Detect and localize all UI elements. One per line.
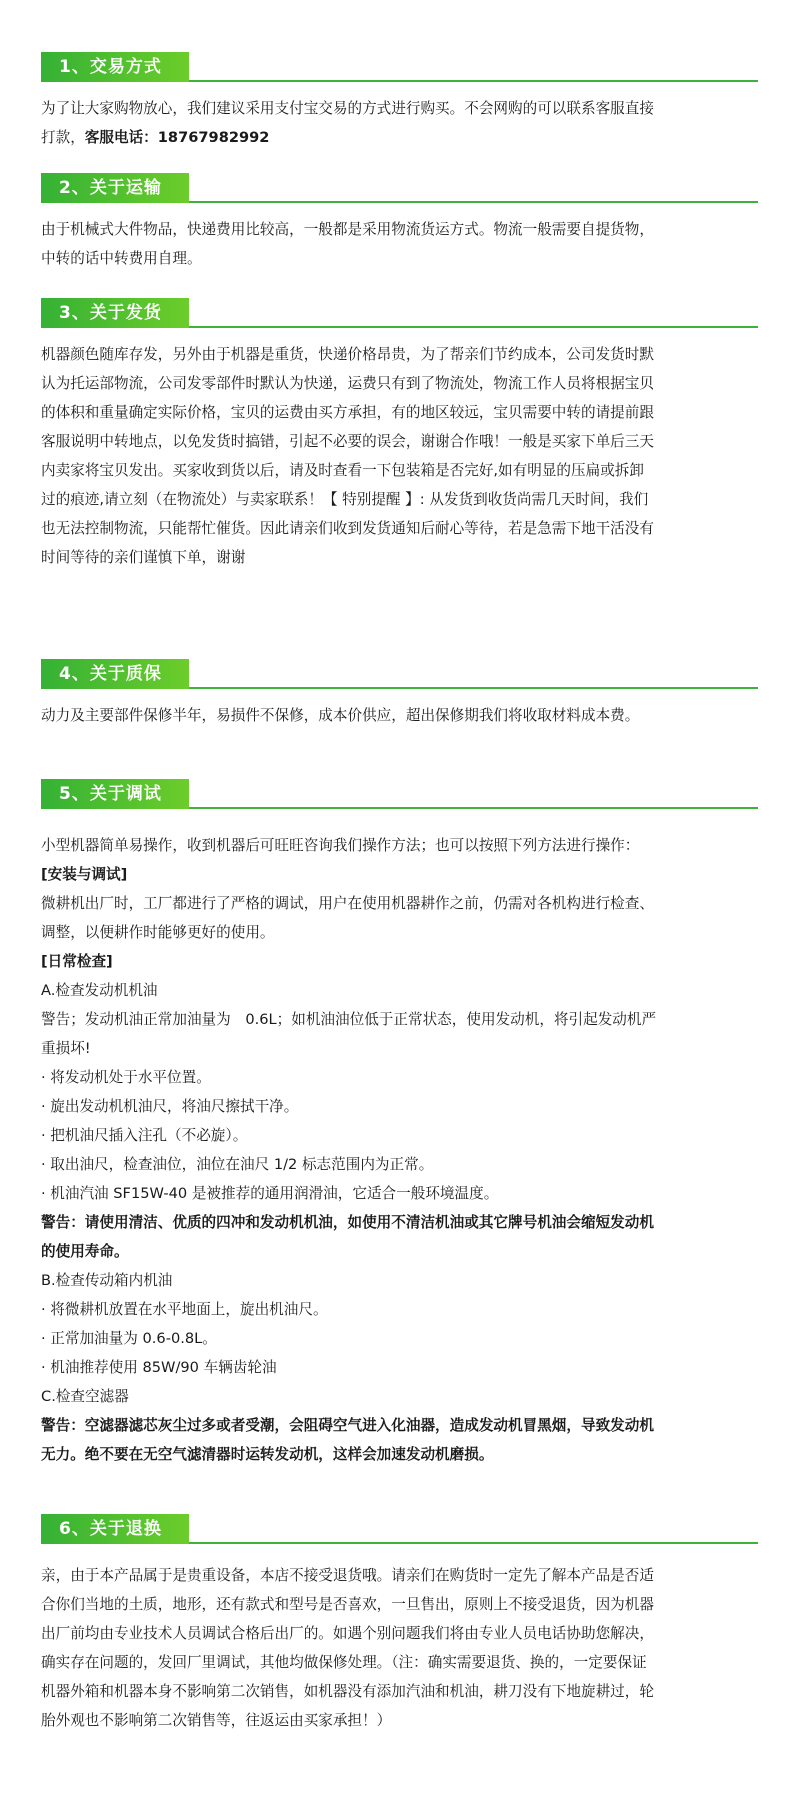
item-title: B.检查传动箱内机油	[41, 1272, 173, 1289]
paragraph-line: 也无法控制物流，只能帮忙催货。因此请亲们收到发货通知后耐心等待，若是急需下地干活没有	[41, 520, 654, 537]
section-divider	[189, 807, 758, 809]
section-divider	[189, 201, 758, 203]
section-debugging	[0, 779, 800, 1463]
paragraph-line: 胎外观也不影响第二次销售等，往返运由买家承担！）	[41, 1712, 392, 1729]
list-item: · 机油推荐使用 85W/90 车辆齿轮油	[41, 1359, 277, 1376]
paragraph-line: 认为托运部物流，公司发零部件时默认为快递，运费只有到了物流处，物流工作人员将根据宝贝	[41, 375, 654, 392]
section-trade	[0, 52, 800, 146]
section-shipping	[0, 298, 800, 566]
warning-line: 的使用寿命。	[41, 1243, 129, 1260]
paragraph-line: 小型机器简单易操作，收到机器后可旺旺咨询我们操作方法；也可以按照下列方法进行操作：	[41, 837, 640, 854]
list-item: · 将发动机处于水平位置。	[41, 1069, 211, 1086]
paragraph-line: 出厂前均由专业技术人员调试合格后出厂的。如遇个别问题我们将由专业人员电话协助您解决，	[41, 1625, 654, 1642]
list-item: · 把机油尺插入注孔（不必旋）。	[41, 1127, 248, 1144]
section-header	[0, 52, 800, 82]
paragraph-line: 中转的话中转费用自理。	[41, 250, 202, 267]
paragraph-line	[41, 123, 761, 152]
paragraph-line: 警告；发动机油正常加油量为 0.6L；如机油油位低于正常状态，使用发动机，将引起发动机严	[41, 1011, 657, 1028]
warning-line: 无力。绝不要在无空气滤清器时运转发动机，这样会加速发动机磨损。	[41, 1446, 494, 1463]
section-title: 6、关于退换	[41, 1514, 189, 1544]
subheading: [安装与调试]	[41, 866, 128, 883]
item-title: A.检查发动机机油	[41, 982, 158, 999]
paragraph-line: 客服说明中转地点，以免发货时搞错，引起不必要的误会，谢谢合作哦！一般是买家下单后三天	[41, 433, 654, 450]
section-transport	[0, 173, 800, 267]
section-divider	[189, 326, 758, 328]
paragraph-line: 动力及主要部件保修半年，易损件不保修，成本价供应，超出保修期我们将收取材料成本费。	[41, 707, 640, 724]
subheading: [日常检查]	[41, 953, 113, 970]
section-title: 5、关于调试	[41, 779, 189, 809]
list-item: · 正常加油量为 0.6-0.8L。	[41, 1330, 217, 1347]
paragraph-line: 确实存在问题的，发回厂里调试，其他均做保修处理。（注：确实需要退货、换的，一定要保证	[41, 1654, 647, 1671]
warning-line: 警告：请使用清洁、优质的四冲和发动机机油，如使用不清洁机油或其它牌号机油会缩短发动机	[41, 1214, 654, 1231]
list-item: · 将微耕机放置在水平地面上，旋出机油尺。	[41, 1301, 328, 1318]
section-body	[41, 94, 761, 152]
section-divider	[189, 80, 758, 82]
paragraph-line: 的体积和重量确定实际价格，宝贝的运费由买方承担，有的地区较远，宝贝需要中转的请提前跟	[41, 404, 654, 421]
section-title: 2、关于运输	[41, 173, 189, 203]
list-item: · 机油汽油 SF15W-40 是被推荐的通用润滑油，它适合一般环境温度。	[41, 1185, 499, 1202]
section-header	[0, 779, 800, 809]
section-returns	[0, 1514, 800, 1729]
section-header	[0, 1514, 800, 1544]
paragraph-line: 时间等待的亲们谨慎下单，谢谢	[41, 549, 246, 566]
section-header	[0, 298, 800, 328]
warning-line: 警告：空滤器滤芯灰尘过多或者受潮，会阻碍空气进入化油器，造成发动机冒黑烟，导致发动机	[41, 1417, 654, 1434]
section-body	[41, 340, 761, 572]
item-title: C.检查空滤器	[41, 1388, 129, 1405]
section-title: 4、关于质保	[41, 659, 189, 689]
paragraph-line: 机器外箱和机器本身不影响第二次销售，如机器没有添加汽油和机油，耕刀没有下地旋耕过，轮	[41, 1683, 654, 1700]
section-warranty	[0, 659, 800, 724]
section-divider	[189, 1542, 758, 1544]
phone-number: 客服电话：18767982992	[84, 129, 270, 146]
paragraph-line: 为了让大家购物放心，我们建议采用支付宝交易的方式进行购买。不会网购的可以联系客服直接	[41, 100, 654, 117]
paragraph-line: 微耕机出厂时，工厂都进行了严格的调试，用户在使用机器耕作之前，仍需对各机构进行检查、	[41, 895, 654, 912]
paragraph-line: 由于机械式大件物品，快递费用比较高，一般都是采用物流货运方式。物流一般需要自提货物，	[41, 221, 654, 238]
paragraph-line: 亲，由于本产品属于是贵重设备，本店不接受退货哦。请亲们在购货时一定先了解本产品是否适	[41, 1567, 654, 1584]
paragraph-line: 机器颜色随库存发，另外由于机器是重货，快递价格昂贵，为了帮亲们节约成本，公司发货时默	[41, 346, 654, 363]
list-item: · 旋出发动机机油尺，将油尺擦拭干净。	[41, 1098, 299, 1115]
section-body	[41, 215, 761, 273]
text: 打款，	[41, 129, 85, 146]
list-item: · 取出油尺，检查油位，油位在油尺 1/2 标志范围内为正常。	[41, 1156, 434, 1173]
section-body	[41, 1561, 761, 1735]
paragraph-line: 合你们当地的土质，地形，还有款式和型号是否喜欢，一旦售出，原则上不接受退货，因为机器	[41, 1596, 654, 1613]
section-body	[41, 831, 761, 1469]
section-body	[41, 701, 761, 730]
section-header	[0, 659, 800, 689]
paragraph-line: 内卖家将宝贝发出。买家收到货以后，请及时查看一下包装箱是否完好,如有明显的压扁或拆卸	[41, 462, 644, 479]
paragraph-line: 重损坏!	[41, 1040, 91, 1057]
section-divider	[189, 687, 758, 689]
section-title: 3、关于发货	[41, 298, 189, 328]
section-header	[0, 173, 800, 203]
section-title: 1、交易方式	[41, 52, 189, 82]
paragraph-line: 过的痕迹,请立刻（在物流处）与卖家联系！【 特别提醒 】: 从发货到收货尚需几天时间，我们	[41, 491, 649, 508]
paragraph-line: 调整，以便耕作时能够更好的使用。	[41, 924, 275, 941]
